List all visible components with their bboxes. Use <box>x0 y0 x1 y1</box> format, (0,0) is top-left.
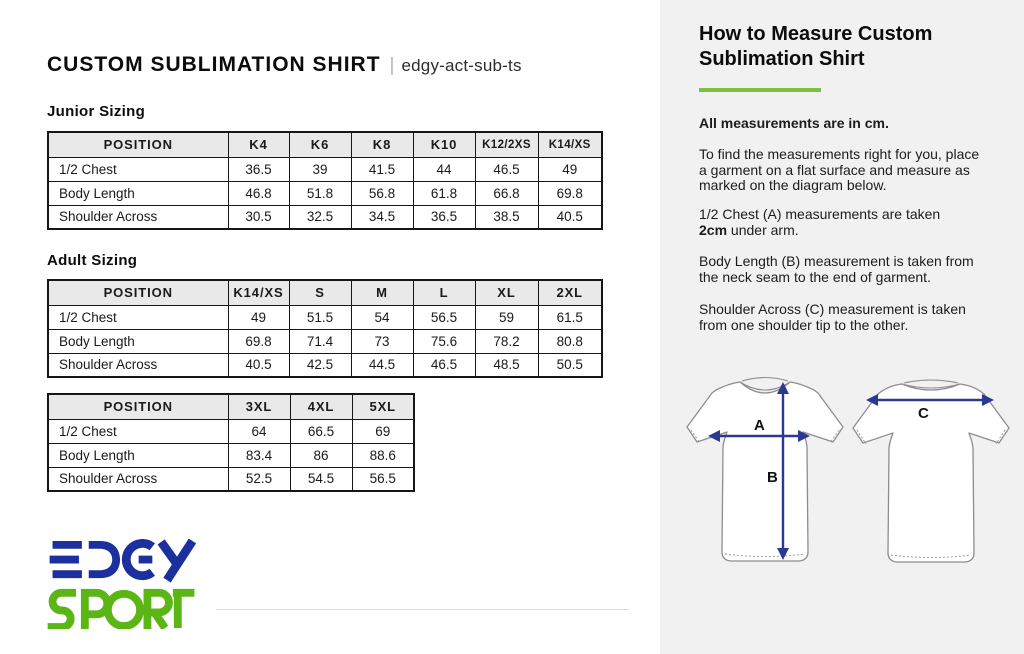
column-header: K14/XS <box>538 132 602 157</box>
size-value: 78.2 <box>475 329 538 353</box>
column-header: XL <box>475 280 538 305</box>
size-value: 83.4 <box>228 443 290 467</box>
column-header: POSITION <box>48 132 228 157</box>
size-value: 69.8 <box>538 181 602 205</box>
size-value: 42.5 <box>289 353 351 377</box>
table-row <box>48 443 414 467</box>
size-value: 52.5 <box>228 467 290 491</box>
adult-sizing-table-1 <box>47 279 603 378</box>
size-value: 39 <box>289 157 351 181</box>
dim-label-b: B <box>767 469 778 486</box>
shirt-front-view <box>687 378 843 562</box>
edgy-sport-logo <box>46 539 198 629</box>
logo-word-sport <box>48 593 195 629</box>
row-label: Shoulder Across <box>48 353 228 377</box>
table-row <box>48 305 602 329</box>
body-length-note: Body Length (B) measurement is taken from the neck seam to the end of garment. <box>699 253 974 285</box>
chest-measure-note <box>699 207 971 238</box>
table-header-row <box>48 280 602 305</box>
chest-note-prefix: 1/2 Chest (A) measurements are taken <box>699 206 941 222</box>
how-to-measure-panel <box>660 0 1024 654</box>
size-value: 54.5 <box>290 467 352 491</box>
junior-sizing-table <box>47 131 603 230</box>
title-divider: | <box>389 55 395 76</box>
size-value: 59 <box>475 305 538 329</box>
size-value: 73 <box>351 329 413 353</box>
size-value: 64 <box>228 419 290 443</box>
table-row <box>48 419 414 443</box>
size-value: 56.5 <box>352 467 414 491</box>
column-header: 3XL <box>228 394 290 419</box>
column-header: K10 <box>413 132 475 157</box>
column-header: 5XL <box>352 394 414 419</box>
row-label: Shoulder Across <box>48 467 228 491</box>
size-value: 48.5 <box>475 353 538 377</box>
shoulder-across-note: Shoulder Across (C) measurement is taken from one shoulder tip to the other. <box>699 301 966 333</box>
table-header-row <box>48 394 414 419</box>
size-value: 41.5 <box>351 157 413 181</box>
size-value: 49 <box>228 305 289 329</box>
size-value: 44.5 <box>351 353 413 377</box>
row-label: Body Length <box>48 181 228 205</box>
size-value: 66.5 <box>290 419 352 443</box>
size-value: 51.5 <box>289 305 351 329</box>
size-value: 56.8 <box>351 181 413 205</box>
column-header: POSITION <box>48 280 228 305</box>
table-row <box>48 353 602 377</box>
column-header: L <box>413 280 475 305</box>
size-value: 38.5 <box>475 205 538 229</box>
size-value: 86 <box>290 443 352 467</box>
size-value: 51.8 <box>289 181 351 205</box>
column-header: S <box>289 280 351 305</box>
size-value: 40.5 <box>228 353 289 377</box>
shirt-back-view <box>853 380 1009 562</box>
row-label: Shoulder Across <box>48 205 228 229</box>
table-row <box>48 205 602 229</box>
chest-note-suffix: under arm. <box>727 221 799 238</box>
adult-sizing-heading: Adult Sizing <box>47 252 138 269</box>
measure-intro-text: To find the measurements right for you, place a garment on a flat surface and measure as marked on the diagram below. <box>699 146 980 194</box>
size-value: 80.8 <box>538 329 602 353</box>
size-value: 44 <box>413 157 475 181</box>
size-value: 49 <box>538 157 602 181</box>
size-value: 61.5 <box>538 305 602 329</box>
size-value: 36.5 <box>413 205 475 229</box>
size-value: 69 <box>352 419 414 443</box>
size-value: 66.8 <box>475 181 538 205</box>
size-value: 88.6 <box>352 443 414 467</box>
size-value: 61.8 <box>413 181 475 205</box>
size-value: 46.5 <box>475 157 538 181</box>
column-header: K4 <box>228 132 289 157</box>
page-title <box>47 42 522 79</box>
column-header: K12/2XS <box>475 132 538 157</box>
size-value: 46.8 <box>228 181 289 205</box>
product-code: edgy-act-sub-ts <box>401 56 522 75</box>
logo-word-edgy-strokes <box>126 541 192 580</box>
table-row <box>48 181 602 205</box>
table-header-row <box>48 132 602 157</box>
size-value: 75.6 <box>413 329 475 353</box>
size-value: 46.5 <box>413 353 475 377</box>
measurements-unit-note: All measurements are in cm. <box>699 115 889 131</box>
shirt-measure-diagram <box>676 370 1020 610</box>
column-header: M <box>351 280 413 305</box>
size-value: 36.5 <box>228 157 289 181</box>
junior-sizing-heading: Junior Sizing <box>47 103 146 120</box>
product-name: CUSTOM SUBLIMATION SHIRT <box>47 53 381 76</box>
row-label: Body Length <box>48 443 228 467</box>
column-header: 4XL <box>290 394 352 419</box>
size-value: 30.5 <box>228 205 289 229</box>
table-row <box>48 157 602 181</box>
adult-sizing-table-2 <box>47 393 415 492</box>
dim-label-c: C <box>918 405 929 422</box>
column-header: K14/XS <box>228 280 289 305</box>
dim-label-a: A <box>754 417 765 434</box>
row-label: 1/2 Chest <box>48 157 228 181</box>
column-header: K6 <box>289 132 351 157</box>
size-value: 71.4 <box>289 329 351 353</box>
row-label: Body Length <box>48 329 228 353</box>
measure-heading: How to Measure Custom Sublimation Shirt <box>699 23 933 70</box>
size-value: 54 <box>351 305 413 329</box>
green-accent-rule <box>699 88 821 92</box>
logo-graphic <box>46 539 198 629</box>
table-row <box>48 329 602 353</box>
size-value: 40.5 <box>538 205 602 229</box>
column-header: K8 <box>351 132 413 157</box>
logo-word-edgy <box>50 541 120 578</box>
size-value: 50.5 <box>538 353 602 377</box>
size-value: 32.5 <box>289 205 351 229</box>
column-header: 2XL <box>538 280 602 305</box>
table-row <box>48 467 414 491</box>
column-header: POSITION <box>48 394 228 419</box>
row-label: 1/2 Chest <box>48 419 228 443</box>
footer-divider-line <box>216 609 629 610</box>
chest-note-bold: 2cm <box>699 221 728 238</box>
size-value: 69.8 <box>228 329 289 353</box>
size-value: 56.5 <box>413 305 475 329</box>
size-value: 34.5 <box>351 205 413 229</box>
row-label: 1/2 Chest <box>48 305 228 329</box>
